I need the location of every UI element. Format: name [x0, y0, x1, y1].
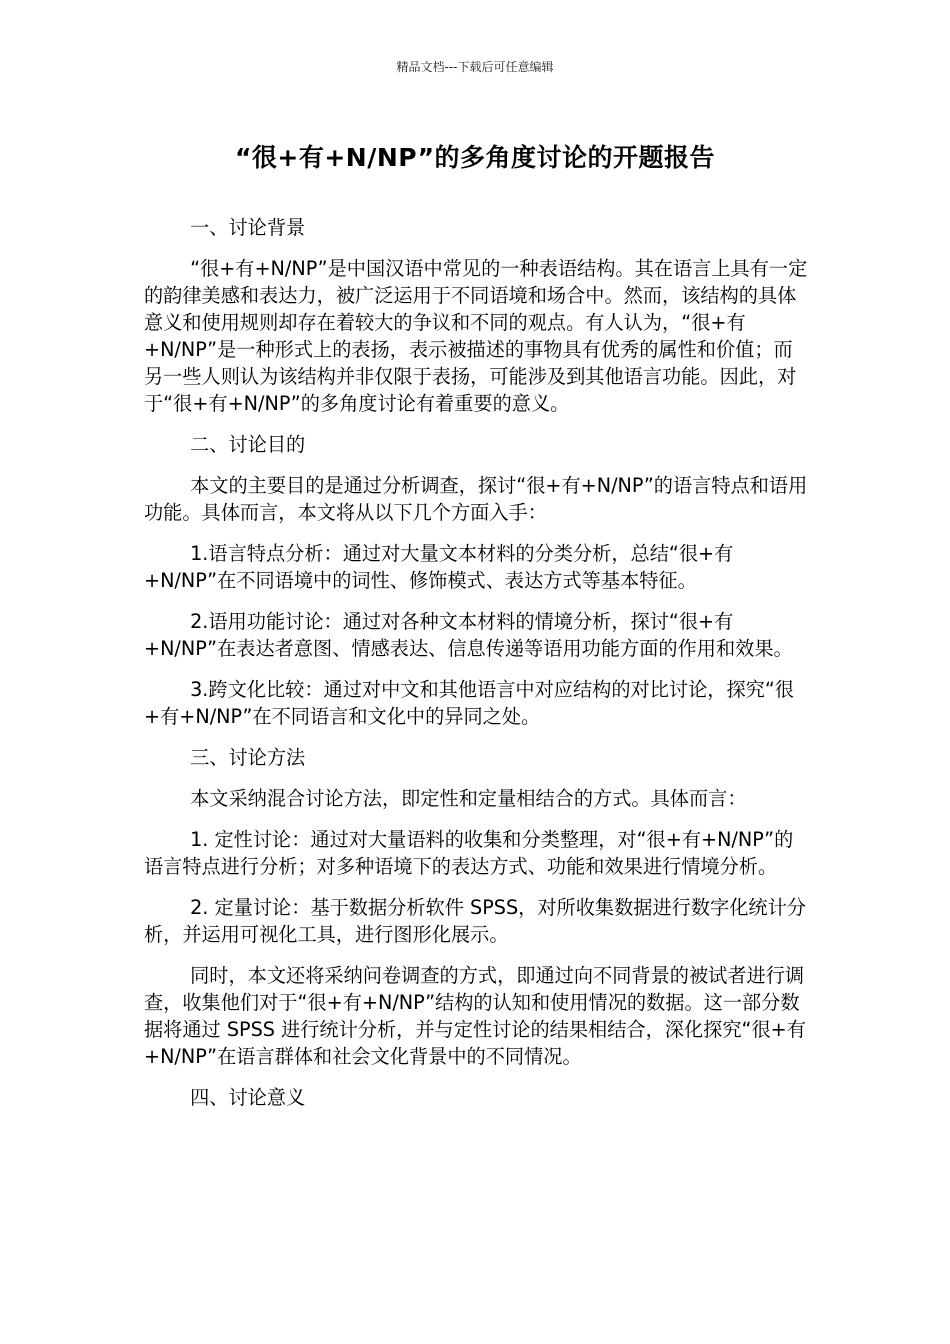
document-title: “很+有+N/NP”的多角度讨论的开题报告	[234, 143, 716, 172]
paragraph-background: “很+有+N/NP”是中国汉语中常见的一种表语结构。其在语言上具有一定的韵律美感和表达力，被广泛运用于不同语境和场合中。然而，该结构的具体意义和使用规则却存在着较大的争议和不同的观点。有人认为，“很+有+N/NP”是一种形式上的表扬，表示被描述的事物具有优秀的属性和价值；而另一些人则认为该结构并非仅限于表扬，可能涉及到其他语言功能。因此，对于“很+有+N/NP”的多角度讨论有着重要的意义。	[144, 257, 808, 415]
paragraph-purpose: 本文的主要目的是通过分析调查，探讨“很+有+N/NP”的语言特点和语用功能。具体而言，本文将从以下几个方面入手：	[144, 474, 808, 524]
paragraph-methods: 本文采纳混合讨论方法，即定性和定量相结合的方式。具体而言：	[190, 787, 747, 810]
list-item-qualitative: 1. 定性讨论：通过对大量语料的收集和分类整理，对“很+有+N/NP”的语言特点进行分析；对多种语境下的表达方式、功能和效果进行情境分析。	[144, 828, 794, 878]
list-item-pragmatic-functions: 2.语用功能讨论：通过对各种文本材料的情境分析，探讨“很+有+N/NP”在表达者意图、情感表达、信息传递等语用功能方面的作用和效果。	[144, 610, 793, 660]
section-heading-background: 一、讨论背景	[190, 216, 306, 239]
paragraph-survey: 同时，本文还将采纳问卷调查的方式，即通过向不同背景的被试者进行调查，收集他们对于“很+有+N/NP”结构的认知和使用情况的数据。这一部分数据将通过 SPSS 进行统计分析，并与定性讨论的结果相结合，深化探究“很+有+N/NP”在语言群体和社会文化背景中的不同情况。	[144, 964, 806, 1068]
page-header-note: 精品文档---下载后可任意编辑	[396, 60, 554, 74]
section-heading-purpose: 二、讨论目的	[190, 433, 306, 456]
document-body	[144, 214, 809, 1125]
list-item-cross-cultural: 3.跨文化比较：通过对中文和其他语言中对应结构的对比讨论，探究“很+有+N/NP”在不同语言和文化中的异同之处。	[144, 678, 794, 728]
section-heading-significance: 四、讨论意义	[190, 1086, 306, 1109]
section-heading-methods: 三、讨论方法	[190, 746, 306, 769]
list-item-quantitative: 2. 定量讨论：基于数据分析软件 SPSS，对所收集数据进行数字化统计分析，并运用可视化工具，进行图形化展示。	[144, 896, 806, 946]
list-item-language-features: 1.语言特点分析：通过对大量文本材料的分类分析，总结“很+有+N/NP”在不同语境中的词性、修饰模式、表达方式等基本特征。	[144, 542, 734, 592]
